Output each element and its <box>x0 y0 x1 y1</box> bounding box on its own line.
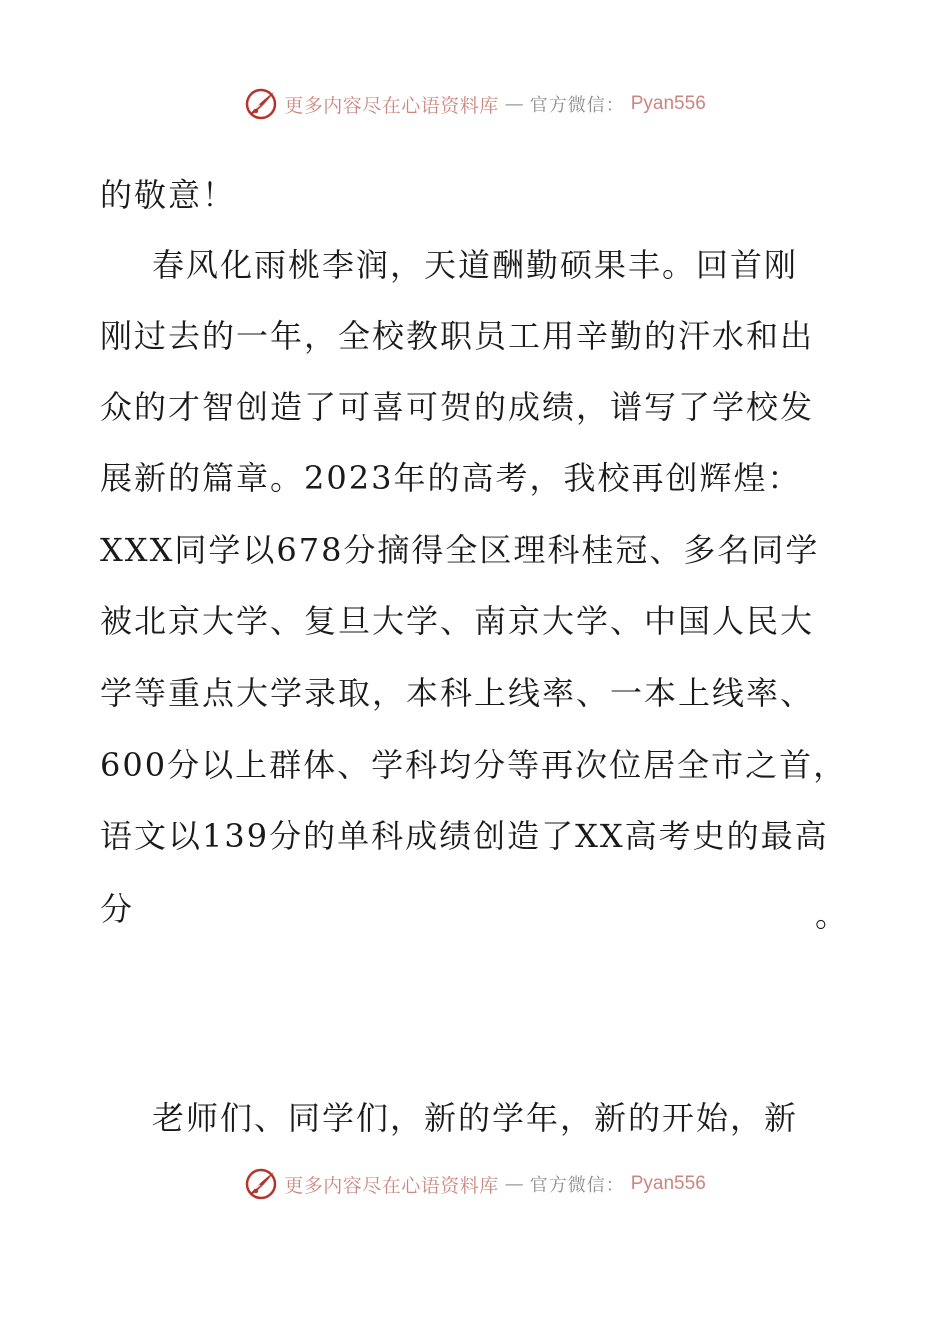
header-banner <box>0 84 950 124</box>
text-line: 众的才智创造了可喜可贺的成绩，谱写了学校发 <box>100 388 815 426</box>
text-line: 600分以上群体、学科均分等再次位居全市之首， <box>100 746 848 784</box>
text-line: 老师们、同学们，新的学年，新的开始，新 <box>152 1099 799 1137</box>
text-line: 的敬意！ <box>100 176 237 214</box>
trailing-period: 。 <box>815 896 848 934</box>
text-line: 展新的篇章。2023年的高考，我校再创辉煌： <box>100 459 802 497</box>
text-line: 语文以139分的单科成绩创造了XX高考史的最高 <box>100 817 829 855</box>
banner-dash: — <box>504 1173 524 1195</box>
quill-logo-icon <box>244 1167 278 1201</box>
footer-banner <box>0 1164 950 1204</box>
banner-wechat-id: Pyan556 <box>630 93 706 114</box>
text-line: 被北京大学、复旦大学、南京大学、中国人民大 <box>100 602 815 640</box>
text-line: 学等重点大学录取，本科上线率、一本上线率、 <box>100 674 815 712</box>
banner-wechat-label: 官方微信： <box>529 95 625 116</box>
text-line: XXX同学以678分摘得全区理科桂冠、多名同学 <box>100 531 820 569</box>
banner-wechat-id: Pyan556 <box>630 1173 706 1194</box>
text-line: 刚过去的一年，全校教职员工用辛勤的汗水和出 <box>100 317 815 355</box>
banner-wechat-label: 官方微信： <box>529 1175 625 1196</box>
banner-title: 更多内容尽在心语资料库 <box>284 94 499 117</box>
quill-logo-icon <box>244 87 278 121</box>
banner-dash: — <box>504 93 524 115</box>
banner-title: 更多内容尽在心语资料库 <box>284 1174 499 1197</box>
text-line: 春风化雨桃李润，天道酬勤硕果丰。回首刚 <box>152 246 799 284</box>
text-line: 分 <box>100 890 135 928</box>
